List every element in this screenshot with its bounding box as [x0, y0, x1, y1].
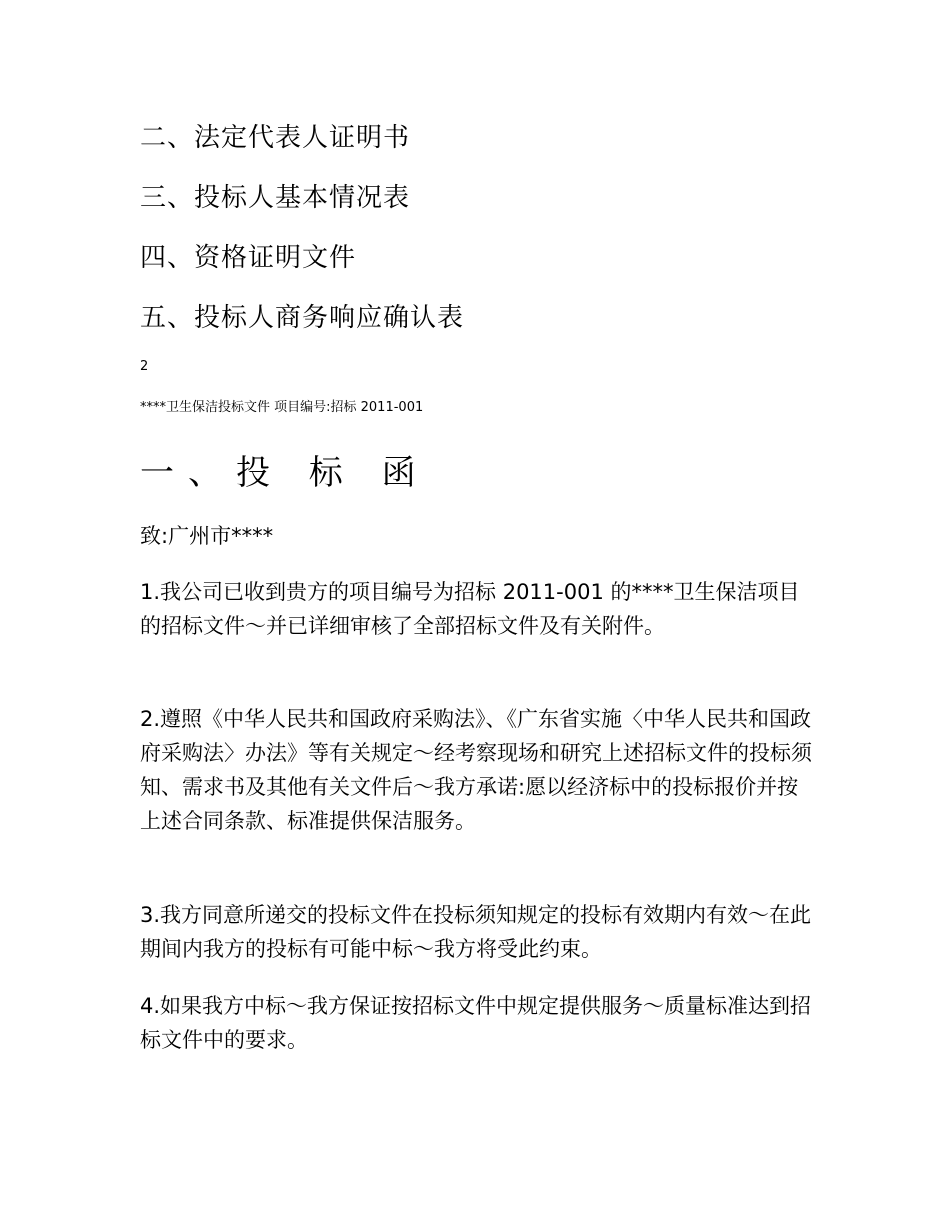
salutation: 致:广州市****: [140, 524, 274, 548]
section-title: 一、投 标 函: [140, 453, 430, 493]
document-header: ****卫生保洁投标文件 项目编号:招标 2011-001: [140, 400, 424, 415]
paragraph-3: 3.我方同意所递交的投标文件在投标须知规定的投标有效期内有效～在此期间内我方的投标有可能中标～我方将受此约束。: [140, 903, 812, 961]
paragraph-1: 1.我公司已收到贵方的项目编号为招标 2011-001 的****卫生保洁项目的招标文件～并已详细审核了全部招标文件及有关附件。: [140, 580, 800, 638]
toc-item-bidder-info: 三、投标人基本情况表: [140, 183, 411, 213]
toc-item-legal-representative: 二、法定代表人证明书: [140, 123, 411, 153]
toc-item-qualification: 四、资格证明文件: [140, 243, 357, 273]
paragraph-4: 4.如果我方中标～我方保证按招标文件中规定提供服务～质量标准达到招标文件中的要求。: [140, 994, 812, 1052]
page-number: 2: [140, 359, 149, 374]
toc-item-commercial-response: 五、投标人商务响应确认表: [140, 303, 465, 333]
paragraph-2: 2.遵照《中华人民共和国政府采购法》、《广东省实施〈中华人民共和国政府采购法〉办法》等有关规定～经考察现场和研究上述招标文件的投标须知、需求书及其他有关文件后～我方承诺:愿以经济标中的投标报价并按上述合同条款、标准提供保洁服务。: [140, 707, 812, 833]
